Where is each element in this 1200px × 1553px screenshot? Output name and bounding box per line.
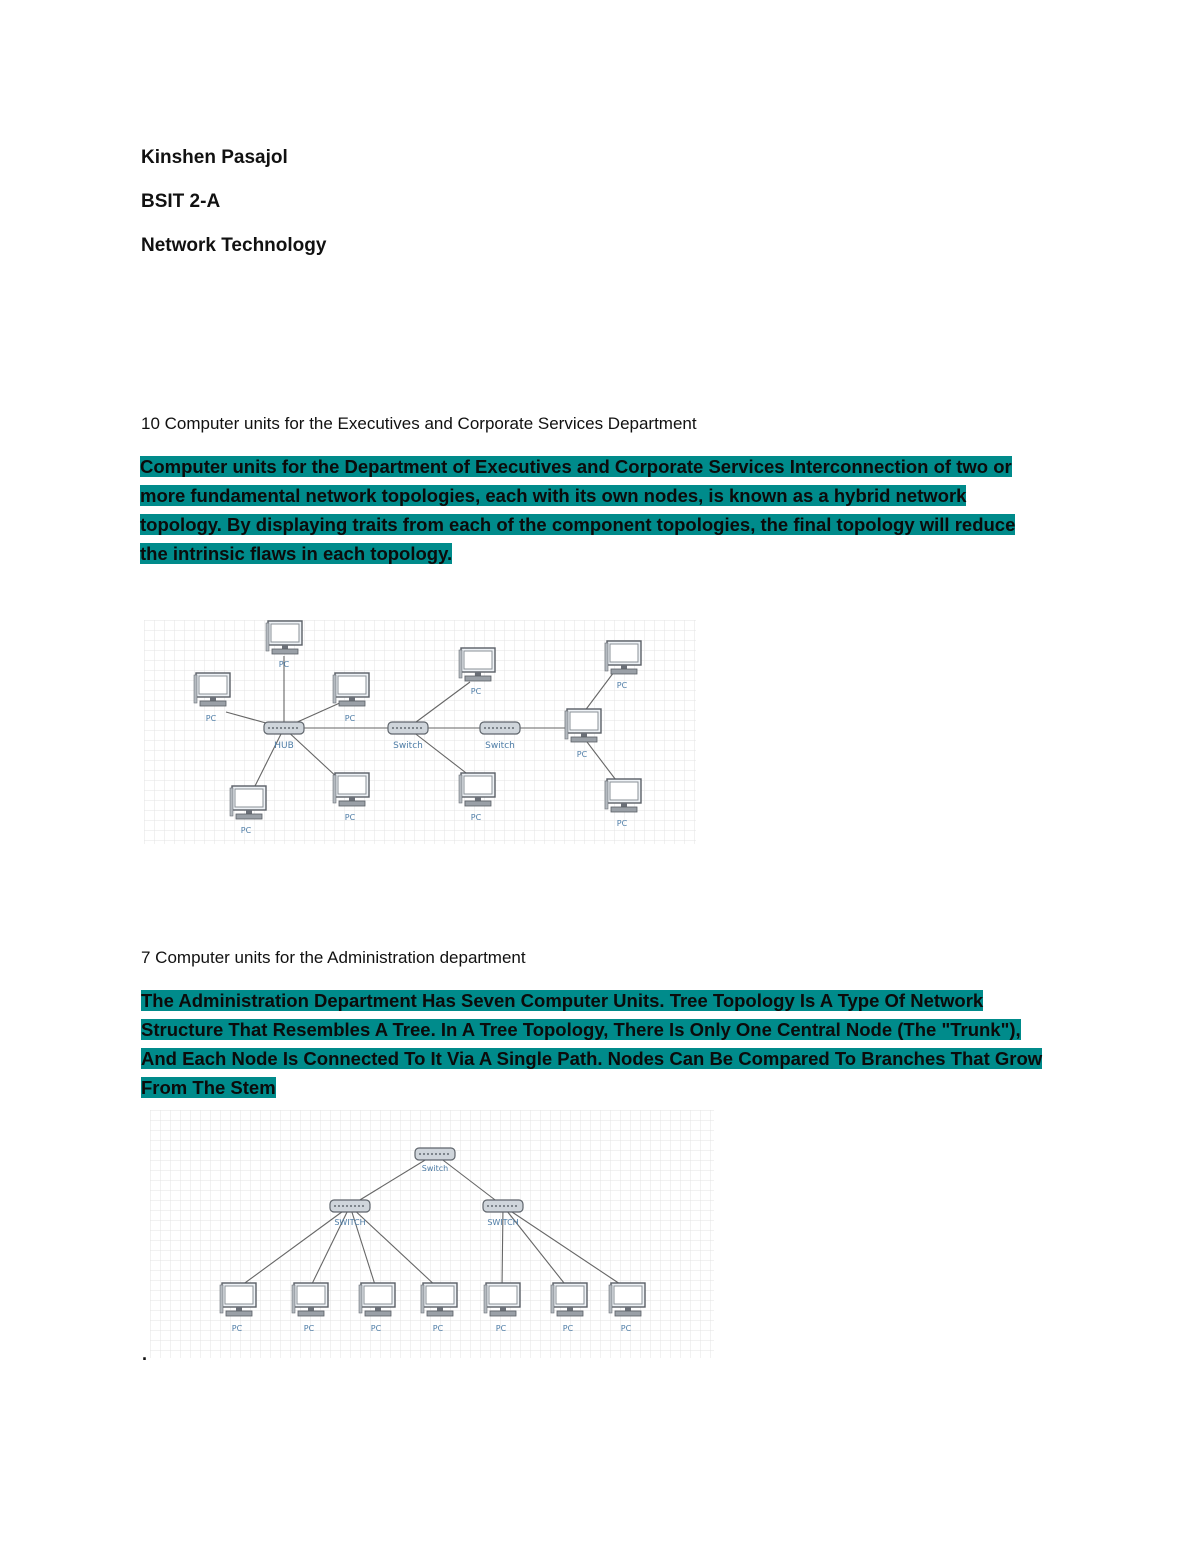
section1-paragraph bbox=[140, 452, 1045, 568]
pc-label: PC bbox=[620, 1324, 632, 1333]
pc-label: PC bbox=[562, 1324, 574, 1333]
section2-heading: 7 Computer units for the Administration department bbox=[141, 948, 526, 967]
tree-topology-diagram bbox=[150, 1110, 714, 1358]
pc-label: PC bbox=[576, 750, 588, 759]
class-section: BSIT 2-A bbox=[141, 191, 221, 212]
hub-label: HUB bbox=[274, 741, 294, 751]
left-switch-label: SWITCH bbox=[334, 1218, 366, 1227]
pc-label: PC bbox=[344, 714, 356, 723]
section2-highlight: The Administration Department Has Seven Computer Units. Tree Topology Is A Type Of Network Structure That Resembles A Tree. In A Tree Topology, There Is Only One Central Node (The "Trunk"), And Each Node Is Connected To It Via A Single Path. Nodes Can Be Compared To Branches That Grow From The Stem bbox=[141, 990, 1043, 1098]
pc-label: PC bbox=[205, 714, 217, 723]
author-name: Kinshen Pasajol bbox=[141, 147, 288, 168]
pc-label: PC bbox=[231, 1324, 243, 1333]
right-switch-label: SWITCH bbox=[487, 1218, 519, 1227]
pc-label: PC bbox=[616, 819, 628, 828]
pc-label: PC bbox=[470, 813, 482, 822]
pc-label: PC bbox=[432, 1324, 444, 1333]
switch2-label: Switch bbox=[485, 741, 515, 751]
course-title: Network Technology bbox=[141, 235, 327, 256]
pc-label: PC bbox=[278, 660, 290, 669]
section2-paragraph bbox=[141, 986, 1051, 1102]
section1-heading: 10 Computer units for the Executives and Corporate Services Department bbox=[141, 414, 697, 433]
hybrid-topology-diagram bbox=[144, 620, 696, 844]
trailing-mark: . bbox=[142, 1344, 148, 1364]
pc-label: PC bbox=[370, 1324, 382, 1333]
section1-highlight: Computer units for the Department of Executives and Corporate Services Interconnection of two or more fundamental network topologies, each with its own nodes, is known as a hybrid network topology. By displaying traits from each of the component topologies, the final topology will reduce the intrinsic flaws in each topology. bbox=[140, 456, 1016, 564]
pc-label: PC bbox=[495, 1324, 507, 1333]
switch1-label: Switch bbox=[393, 741, 423, 751]
pc-label: PC bbox=[470, 687, 482, 696]
pc-label: PC bbox=[616, 681, 628, 690]
pc-label: PC bbox=[344, 813, 356, 822]
root-switch-label: Switch bbox=[421, 1164, 449, 1173]
pc-label: PC bbox=[303, 1324, 315, 1333]
pc-label: PC bbox=[240, 826, 252, 835]
